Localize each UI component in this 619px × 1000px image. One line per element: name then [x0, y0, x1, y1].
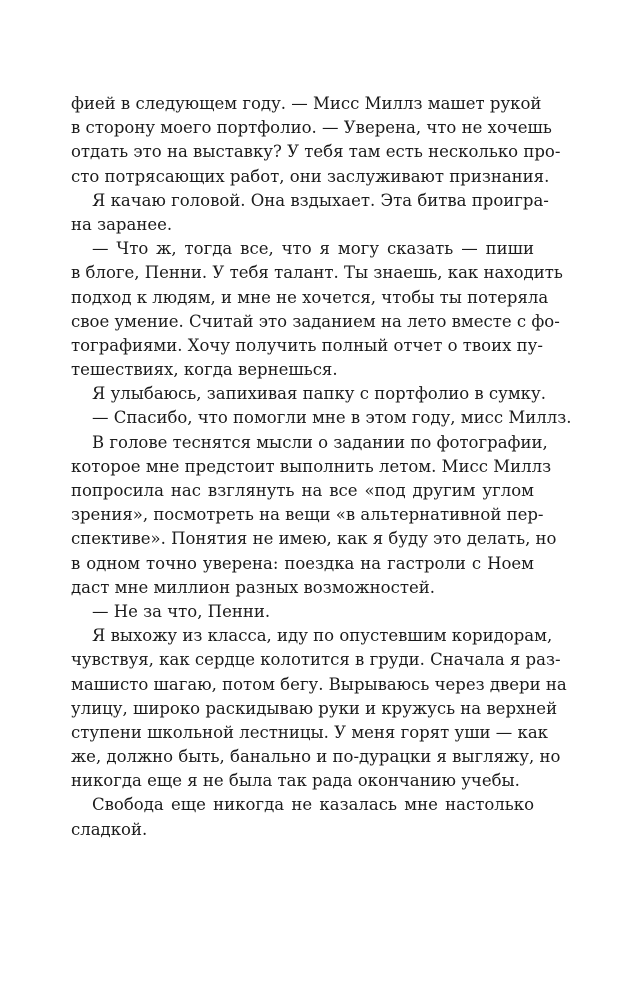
text-line: фией в следующем году. — Мисс Миллз машет рукой	[71, 94, 542, 113]
paragraph	[71, 406, 572, 430]
text-line: ступени школьной лестницы. У меня горят уши — как	[71, 722, 548, 742]
text-line: спективе». Понятия не имею, как я буду это делать, но	[71, 529, 557, 549]
text-line: даст мне миллион разных возможностей.	[71, 577, 435, 597]
text-line: отдать это на выставку? У тебя там есть несколько про-	[71, 142, 561, 162]
text-line: свое умение. Считай это заданием на лето вместе с фо-	[71, 311, 560, 331]
text-line: сто потрясающих работ, они заслуживают признания.	[71, 166, 550, 186]
text-line: которое мне предстоит выполнить летом. Мисс Миллз	[71, 456, 552, 476]
text-line: Свобода еще никогда не казалась мне настолько	[92, 795, 534, 815]
paragraph	[71, 189, 549, 237]
text-line: в блоге, Пенни. У тебя талант. Ты знаешь, как находить	[71, 263, 563, 283]
text-line: в сторону моего портфолио. — Уверена, что не хочешь	[71, 118, 552, 138]
book-page-body	[71, 92, 572, 842]
text-line: на заранее.	[71, 214, 173, 234]
text-line: тографиями. Хочу получить полный отчет о твоих пу-	[71, 335, 543, 355]
text-line: попросила нас взглянуть на все «под другим углом	[71, 481, 534, 500]
text-line: Я выхожу из класса, иду по опустевшим коридорам,	[92, 626, 553, 646]
text-line: подход к людям, и мне не хочется, чтобы ты потеряла	[71, 287, 549, 307]
text-line: в одном точно уверена: поездка на гастроли с Ноем	[71, 553, 534, 573]
text-line: сладкой.	[71, 819, 148, 839]
text-line: В голове теснятся мысли о задании по фотографии,	[92, 432, 548, 452]
text-line: — Спасибо, что помогли мне в этом году, мисс Миллз.	[92, 408, 572, 428]
paragraph	[71, 431, 557, 600]
paragraph	[71, 382, 546, 406]
paragraph	[71, 92, 561, 189]
text-line: зрения», посмотреть на вещи «в альтернативной пер-	[71, 505, 544, 525]
paragraph	[71, 793, 534, 841]
text-line: Я улыбаюсь, запихивая папку с портфолио в сумку.	[92, 384, 546, 404]
text-line: чувствуя, как сердце колотится в груди. Сначала я раз-	[71, 650, 561, 670]
text-line: тешествиях, когда вернешься.	[71, 360, 338, 380]
text-line: улицу, широко раскидываю руки и кружусь на верхней	[71, 698, 558, 718]
text-line: машисто шагаю, потом бегу. Вырываюсь через двери на	[71, 674, 567, 694]
text-line: никогда еще я не была так рада окончанию учебы.	[71, 771, 520, 791]
text-line: — Не за что, Пенни.	[92, 601, 271, 621]
paragraph	[71, 237, 563, 382]
paragraph	[71, 600, 534, 624]
paragraph	[71, 624, 567, 793]
text-line: — Что ж, тогда все, что я могу сказать — пиши	[92, 239, 534, 259]
text-line: же, должно быть, банально и по-дурацки я выгляжу, но	[71, 747, 561, 767]
text-line: Я качаю головой. Она вздыхает. Эта битва проигра-	[92, 190, 549, 210]
